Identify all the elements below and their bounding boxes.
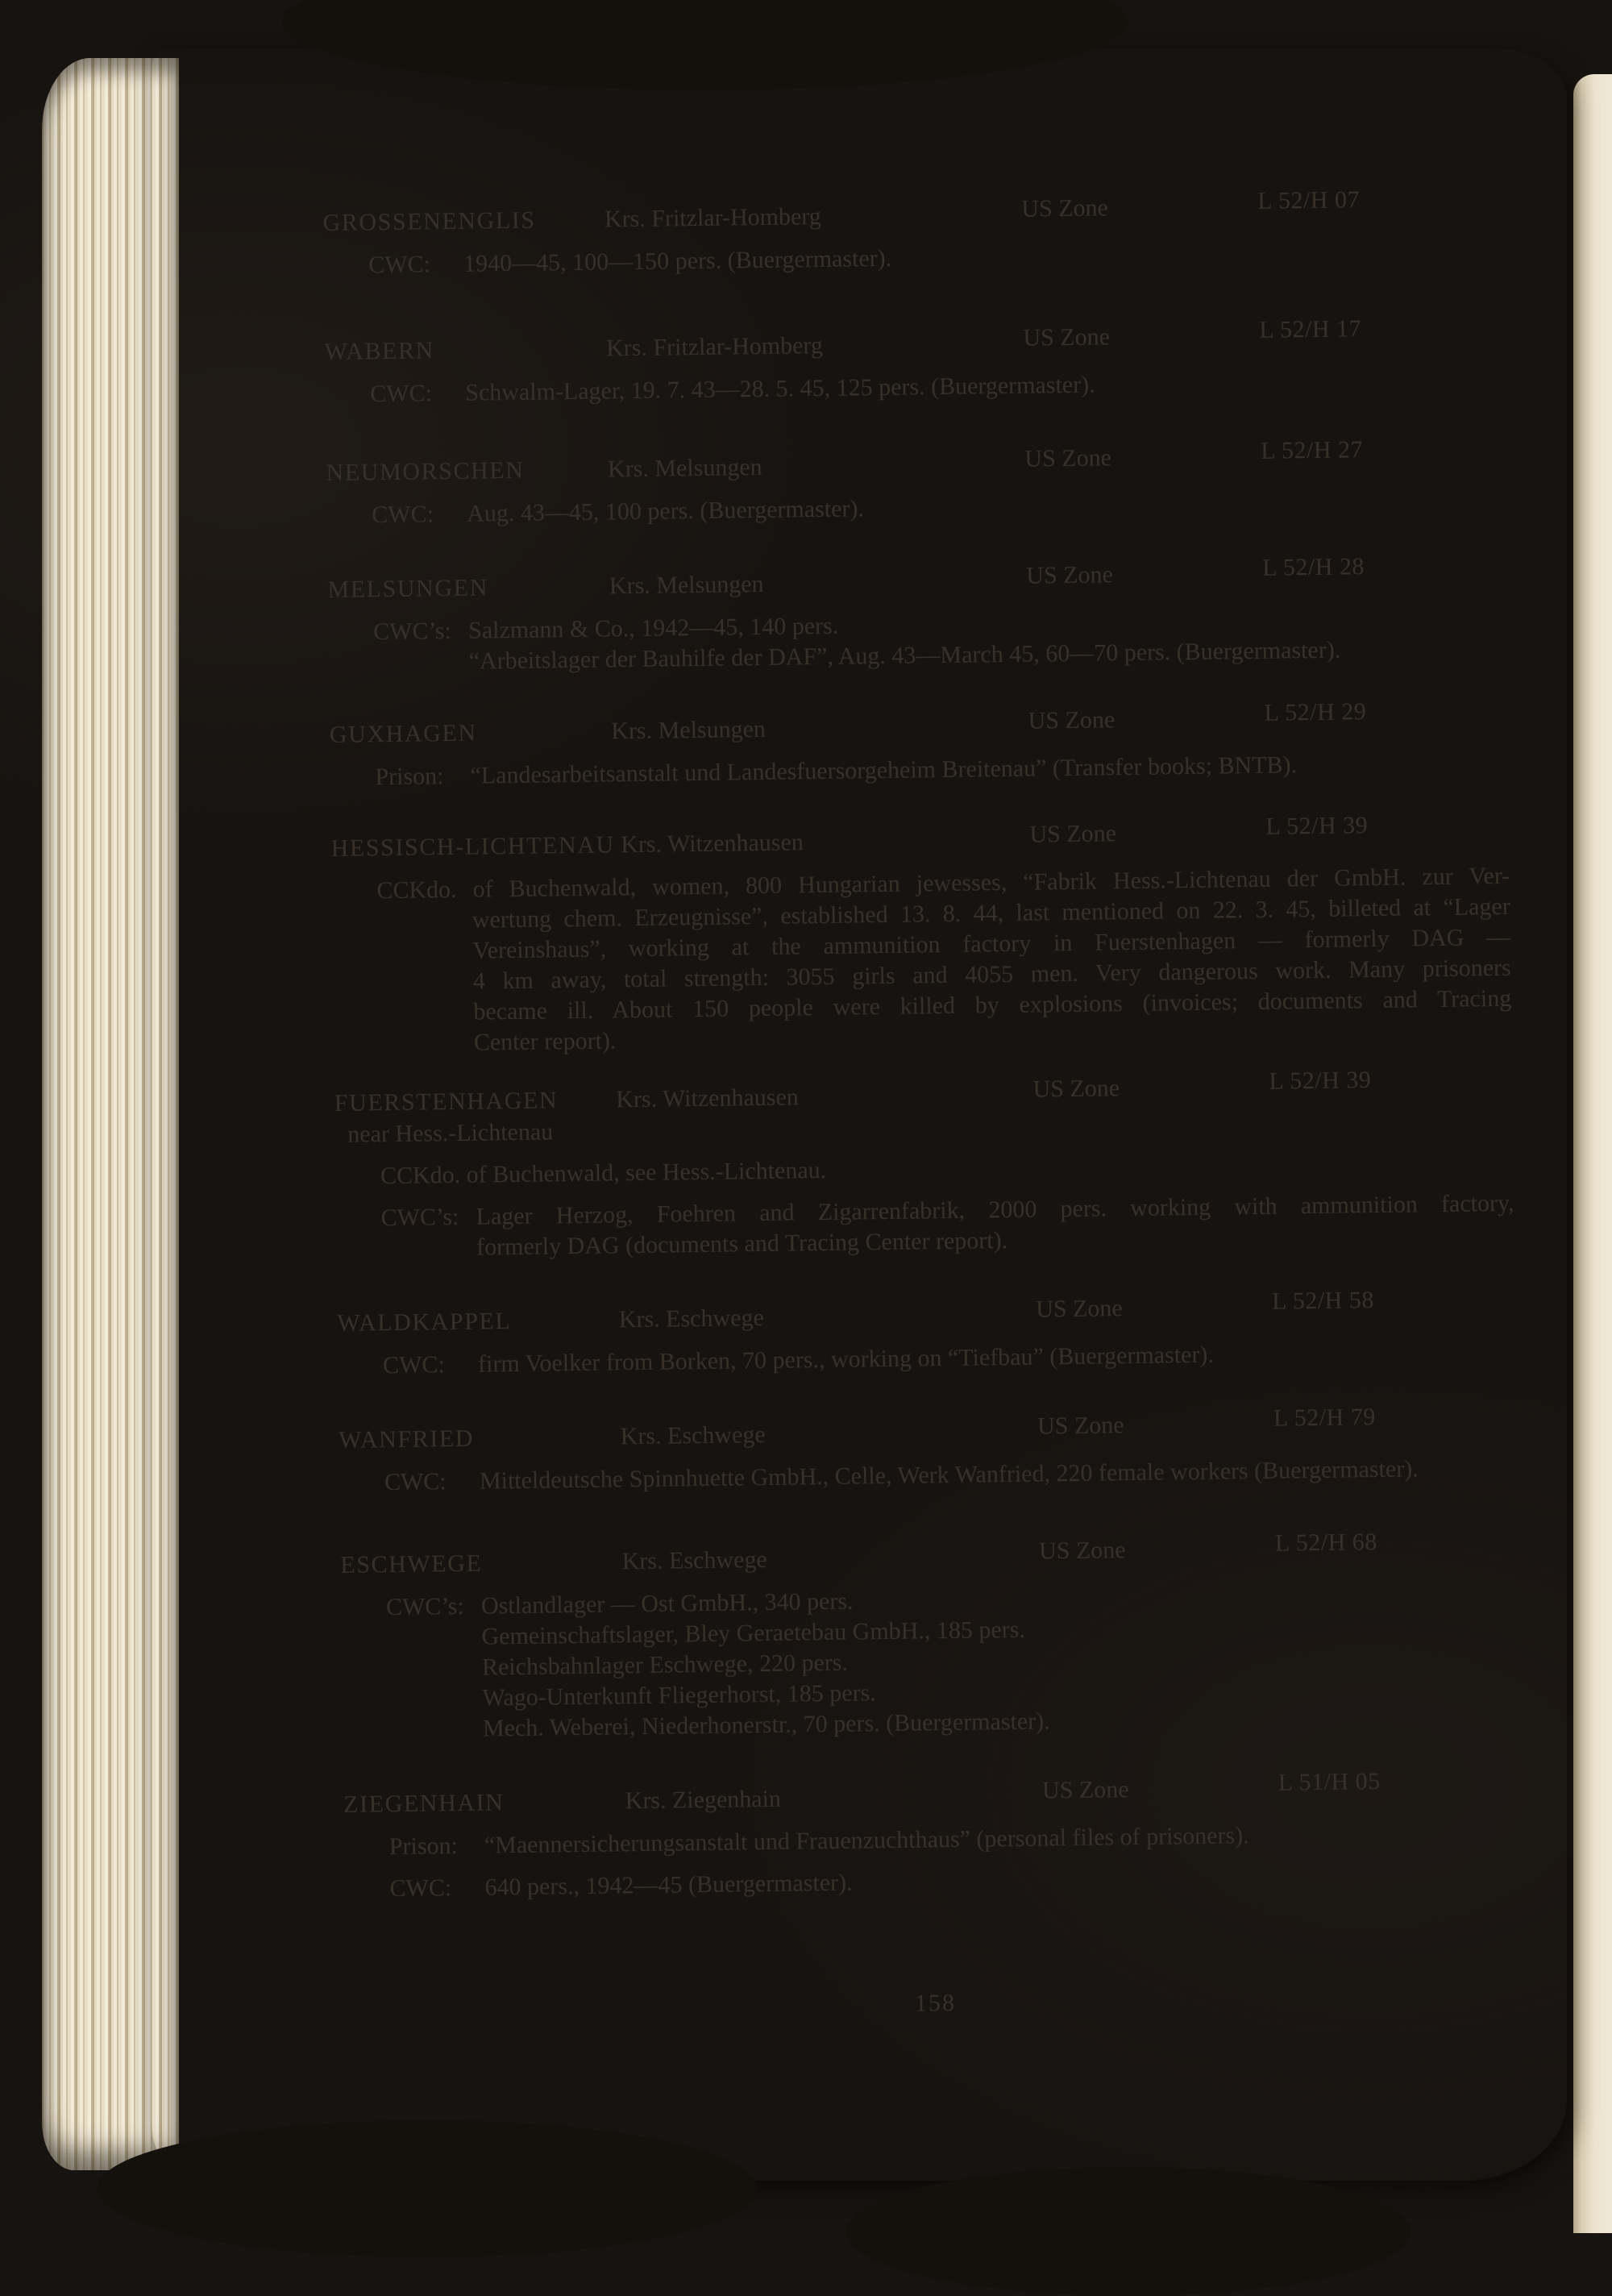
detail-label: Prison: <box>375 763 444 791</box>
scanned-book-page <box>152 48 1567 2181</box>
detail-lines <box>484 1817 1523 1861</box>
camp-entry <box>322 186 1502 281</box>
entry-detail-block <box>341 1578 1521 1746</box>
detail-line: Wago-Unterkunft Fliegerhorst, 185 pers. <box>482 1679 876 1712</box>
entry-zone: US Zone <box>1032 1075 1120 1103</box>
detail-line: Aug. 43—45, 100 pers. (Buergermaster). <box>467 495 865 527</box>
entry-district: Krs. Fritzlar-Homberg <box>604 202 821 233</box>
entry-place-name: WALDKAPPEL <box>337 1308 512 1337</box>
entry-place-name: WABERN <box>324 337 435 366</box>
detail-text: of Buchenwald, women, 800 Hungarian jewesses, “Fabrik Hess.-Lichtenau der GmbH. zur Ver- <box>472 862 1510 903</box>
detail-lines <box>476 1188 1514 1263</box>
entry-header <box>343 1768 1522 1821</box>
detail-line: “Arbeitslager der Bauhilfe der DAF”, Aug. 43—March 45, 60—70 pers. (Buergermaster). <box>468 636 1341 675</box>
detail-line: “Landesarbeitsanstalt und Landesfuersorgeheim Breitenau” (Transfer books; BNTB). <box>470 751 1298 789</box>
detail-line: firm Voelker from Borken, 70 pers., working on “Tiefbau” (Buergermaster). <box>477 1341 1215 1378</box>
detail-line: 640 pers., 1942—45 (Buergermaster). <box>484 1869 853 1901</box>
camp-entry <box>343 1768 1523 1905</box>
detail-label: Prison: <box>388 1832 459 1861</box>
detail-line: 1940—45, 100—150 pers. (Buergermaster). <box>463 244 892 277</box>
entry-place-name: HESSISCH-LICHTENAU <box>330 831 615 862</box>
page-bottom-curve-shadow <box>97 2120 758 2257</box>
entry-district: Krs. Witzenhausen <box>621 829 804 859</box>
entry-zone: US Zone <box>1038 1537 1126 1565</box>
entry-map-ref: L 52/H 29 <box>1264 698 1367 726</box>
entry-header <box>324 315 1502 368</box>
entry-zone: US Zone <box>1037 1412 1124 1440</box>
entry-zone: US Zone <box>1024 444 1112 472</box>
entry-header <box>339 1404 1517 1457</box>
detail-line: formerly DAG (documents and Tracing Center report). <box>476 1227 1008 1261</box>
detail-label: CWC: <box>389 1874 452 1903</box>
entry-detail-block <box>325 364 1503 410</box>
entry-detail-block <box>338 1336 1516 1382</box>
entry-map-ref: L 52/H 17 <box>1259 315 1362 343</box>
entry-map-ref: L 52/H 39 <box>1269 1067 1372 1095</box>
detail-label: CWC’s: <box>380 1203 459 1232</box>
detail-line: Lager Herzog, Foehren and Zigarrenfabrik, 2000 pers. working with ammunition factory, <box>476 1189 1514 1230</box>
entry-zone: US Zone <box>1021 194 1109 223</box>
detail-label: CWC: <box>368 251 431 279</box>
entry-district: Krs. Melsungen <box>607 453 762 483</box>
entry-place-name: FUERSTENHAGEN <box>334 1087 559 1117</box>
entry-detail-block <box>335 1146 1514 1192</box>
detail-line: 4 km away, total strength: 3055 girls and 4055 men. Very dangerous work. Many prisoners <box>472 954 1511 995</box>
detail-line: Ostlandlager — Ost GmbH., 340 pers. <box>480 1587 854 1620</box>
entry-zone: US Zone <box>1023 323 1111 351</box>
entry-detail-block <box>328 602 1507 679</box>
detail-text: of Buchenwald, see Hess.-Lichtenau. <box>466 1156 827 1188</box>
detail-lines <box>465 364 1503 409</box>
detail-line: Center report). <box>473 1027 617 1056</box>
entry-header <box>329 698 1508 751</box>
entry-detail-block <box>339 1453 1518 1499</box>
entry-map-ref: L 52/H 68 <box>1274 1529 1377 1557</box>
entry-place-name: ESCHWEGE <box>340 1549 483 1578</box>
entry-place-name: NEUMORSCHEN <box>326 456 525 487</box>
camp-entry <box>327 553 1507 679</box>
detail-lines <box>478 1336 1516 1380</box>
camp-entry <box>326 436 1505 531</box>
detail-label: CWC’s: <box>372 618 452 646</box>
detail-line: wertung chem. Erzeugnisse”, established 13. 8. 44, last mentioned on 22. 3. 45, billeted at “Lager <box>472 892 1510 934</box>
camp-entry <box>339 1404 1518 1499</box>
entry-subtitle: near Hess.-Lichtenau <box>347 1118 554 1148</box>
detail-label: CWC: <box>384 1468 447 1496</box>
detail-lines <box>467 485 1505 530</box>
page-content <box>137 33 1580 2184</box>
detail-line: Salzmann & Co., 1942—45, 140 pers. <box>467 612 839 644</box>
entry-district: Krs. Ziegenhain <box>625 1785 782 1815</box>
detail-line: “Maennersicherungsanstalt und Frauenzuchthaus” (personal files of prisoners). <box>484 1822 1249 1859</box>
entry-map-ref: L 52/H 07 <box>1257 186 1361 214</box>
camp-entry <box>337 1287 1516 1382</box>
entry-place-name: GROSSENENGLIS <box>322 206 536 237</box>
detail-line <box>380 1146 1514 1191</box>
entry-header <box>340 1529 1519 1582</box>
entry-district: Krs. Melsungen <box>609 570 764 600</box>
entry-place-name: WANFRIED <box>339 1425 475 1454</box>
entry-district: Krs. Witzenhausen <box>616 1084 799 1113</box>
entry-detail-block <box>326 485 1505 531</box>
facing-page-edge <box>1573 74 1612 2233</box>
entry-map-ref: L 52/H 79 <box>1273 1404 1376 1432</box>
entry-district: Krs. Eschwege <box>620 1420 766 1450</box>
camp-entry <box>329 698 1509 793</box>
camp-entry <box>334 1067 1515 1265</box>
detail-lines <box>480 1453 1518 1497</box>
entry-map-ref: L 52/H 58 <box>1271 1287 1375 1315</box>
detail-line: became ill. About 150 people were killed by explosions (invoices; documents and Tracing <box>473 984 1512 1025</box>
entry-detail-block <box>323 235 1502 281</box>
detail-line: Mitteldeutsche Spinnhuette GmbH., Celle, Werk Wanfried, 220 female workers (Buergermaster). <box>479 1455 1419 1495</box>
detail-label: CWC: <box>372 501 434 529</box>
detail-lines <box>468 602 1507 677</box>
entry-header <box>337 1287 1515 1340</box>
detail-line: Vereinshaus”, working at the ammunition factory in Fuerstenhagen — formerly DAG — <box>472 923 1511 964</box>
entry-map-ref: L 52/H 28 <box>1261 553 1365 581</box>
entry-zone: US Zone <box>1041 1776 1129 1804</box>
detail-line: Reichsbahnlager Eschwege, 220 pers. <box>481 1649 849 1681</box>
entry-detail-block <box>344 1817 1523 1863</box>
entry-map-ref: L 52/H 39 <box>1265 812 1369 840</box>
detail-lines <box>470 747 1508 792</box>
entry-place-name: GUXHAGEN <box>329 719 477 748</box>
entry-detail-block <box>331 861 1512 1060</box>
detail-lines <box>481 1578 1521 1745</box>
entry-zone: US Zone <box>1036 1295 1123 1323</box>
entry-detail-block <box>335 1188 1514 1265</box>
entry-header <box>322 186 1501 239</box>
entry-header <box>330 812 1509 865</box>
entry-map-ref: L 51/H 05 <box>1278 1768 1381 1796</box>
camp-entry <box>324 315 1503 410</box>
entry-district: Krs. Eschwege <box>618 1304 764 1333</box>
camp-entry <box>340 1529 1521 1746</box>
entry-map-ref: L 52/H 27 <box>1261 436 1364 464</box>
detail-label: CWC: <box>382 1351 445 1379</box>
entry-detail-block <box>330 747 1508 793</box>
detail-label: CCKdo. <box>376 876 457 905</box>
detail-lines <box>484 1859 1523 1903</box>
entry-zone: US Zone <box>1029 820 1117 848</box>
entry-place-name: MELSUNGEN <box>327 574 489 604</box>
entry-header <box>326 436 1504 489</box>
page-number: 158 <box>914 1989 957 2017</box>
camp-entry <box>330 812 1512 1060</box>
detail-line: Mech. Weberei, Niederhonerstr., 70 pers. (Buergermaster). <box>482 1707 1050 1742</box>
entry-district: Krs. Melsungen <box>611 715 767 745</box>
detail-line: Schwalm-Lager, 19. 7. 43—28. 5. 45, 125 pers. (Buergermaster). <box>465 371 1095 406</box>
entry-detail-block <box>344 1859 1523 1905</box>
detail-label: CWC: <box>370 380 433 408</box>
detail-line: Gemeinschaftslager, Bley Geraetebau GmbH., 185 pers. <box>481 1616 1026 1650</box>
entry-district: Krs. Eschwege <box>621 1545 767 1575</box>
detail-label: CWC’s: <box>385 1592 464 1621</box>
entry-district: Krs. Fritzlar-Homberg <box>605 331 824 362</box>
entry-zone: US Zone <box>1026 561 1114 589</box>
detail-label: CCKdo. <box>380 1161 461 1190</box>
detail-lines <box>463 235 1502 280</box>
entry-zone: US Zone <box>1028 706 1116 734</box>
page-bottom-curve-shadow-right <box>846 2167 1410 2296</box>
entry-place-name: ZIEGENHAIN <box>343 1789 505 1818</box>
entry-header <box>327 553 1506 606</box>
